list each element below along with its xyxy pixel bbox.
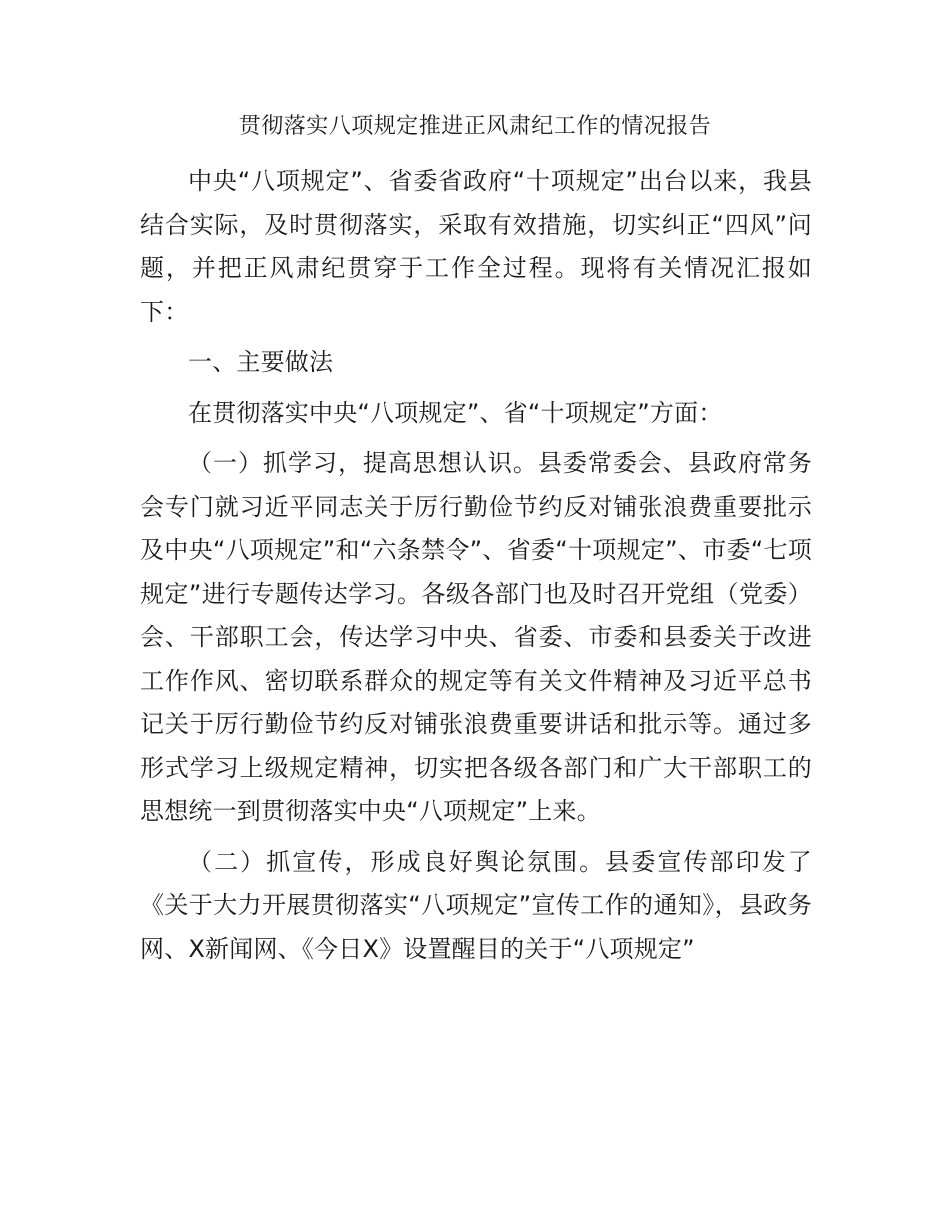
publicity-paragraph: （二）抓宣传，形成良好舆论氛围。县委宣传部印发了《关于大力开展贯彻落实“八项规定”宣传工作的通知》，县政务网、X新闻网、《今日X》设置醒目的关于“八项规定”	[140, 847, 812, 963]
section-heading-main-practices: 一、主要做法	[188, 348, 334, 376]
section-lead-paragraph: 在贯彻落实中央“八项规定”、省“十项规定”方面：	[188, 398, 723, 427]
document-title: 贯彻落实八项规定推进正风肃纪工作的情况报告	[238, 114, 712, 139]
intro-paragraph: 中央“八项规定”、省委省政府“十项规定”出台以来，我县结合实际，及时贯彻落实，采取有效措施，切实纠正“四风”问题，并把正风肃纪贯穿于工作全过程。现将有关情况汇报如下：	[140, 167, 812, 326]
document-body	[140, 160, 812, 971]
study-paragraph: （一）抓学习，提高思想认识。县委常委会、县政府常务会专门就习近平同志关于厉行勤俭节约反对铺张浪费重要批示及中央“八项规定”和“六条禁令”、省委“十项规定”、市委“七项规定”进行专题传达学习。各级各部门也及时召开党组（党委）会、干部职工会，传达学习中央、省委、市委和县委关于改进工作作风、密切联系群众的规定等有关文件精神及习近平总书记关于厉行勤俭节约反对铺张浪费重要讲话和批示等。通过多形式学习上级规定精神，切实把各级各部门和广大干部职工的思想统一到贯彻落实中央“八项规定”上来。	[140, 449, 812, 825]
